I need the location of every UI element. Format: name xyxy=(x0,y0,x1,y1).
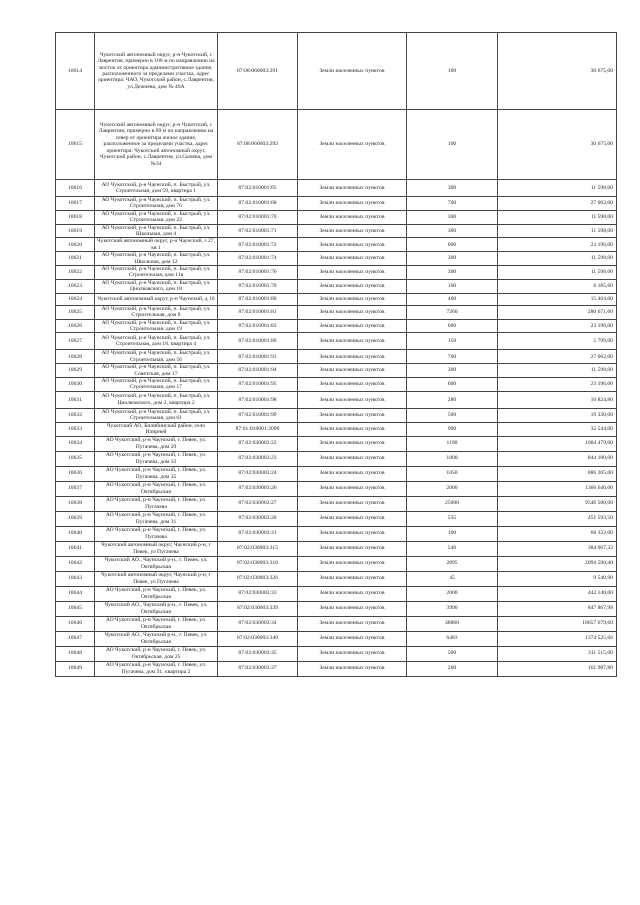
cadastral-value-cell: 11 598,00 xyxy=(498,180,617,197)
row-number: 10626 xyxy=(56,319,95,333)
cadastral-number-cell: 87:02:030003:315 xyxy=(218,541,298,556)
cadastral-number-cell: 87:02:010001:65 xyxy=(218,180,298,197)
address-cell: АО Чукотский, р-н Чаунский, г. Певек, ул. Пугачева xyxy=(95,526,218,541)
area-cell: 280 xyxy=(407,391,498,408)
row-number: 10649 xyxy=(56,661,95,676)
address-cell: АО Чукотский, р-н Чаунский, г. Певек, ул. Пугачева, дом 29 xyxy=(95,436,218,451)
address-cell: Чукотский АО, Билибинский район, село Илирней xyxy=(95,422,218,436)
cadastral-number-cell: 87:02:030003:340 xyxy=(218,631,298,646)
cadastral-number-cell: 87:01:010001:2096 xyxy=(218,422,298,436)
address-cell: АО Чукотский, р-н Чаунский, п. Быстрый, ул. Строительная, дом 18, квартира 4 xyxy=(95,333,218,350)
cadastral-number-cell: 87:02:010001:99 xyxy=(218,408,298,422)
cadastral-value-cell: 18657 679,60 xyxy=(498,616,617,631)
cadastral-value-cell: 30 675,00 xyxy=(498,110,617,180)
land-category-cell: Земли населенных пунктов xyxy=(298,364,407,378)
address-cell: Чукотский автономный округ, Чаунский р-н, г Певек, ул Пугачева xyxy=(95,541,218,556)
land-category-cell: Земли населенных пунктов xyxy=(298,33,407,110)
address-cell: АО Чукотский, р-н Чаунский, п. Быстрый, ул. Строительная, дом 76 xyxy=(95,197,218,211)
address-cell: АО Чукотский, р-н Чаунский, г. Певек, ул. Октябрьская, дом 25 xyxy=(95,646,218,661)
land-category-cell: Земли населенных пунктов xyxy=(298,408,407,422)
area-cell: 300 xyxy=(407,224,498,238)
address-cell: АО Чукотский, р-н Чаунский, п. Быстрый, ул. Строительная, дом 56 xyxy=(95,350,218,364)
row-number: 10628 xyxy=(56,350,95,364)
address-cell: АО Чукотский, р-н Чаунский, г. Певек, ул. Октябрьская xyxy=(95,616,218,631)
address-cell: АО Чукотский, р-н Чаунский, п. Быстрый, ул. Строительная, дом 17 xyxy=(95,377,218,391)
land-category-cell: Земли населенных пунктов xyxy=(298,541,407,556)
cadastral-number-cell: 87:02:010001:91 xyxy=(218,350,298,364)
address-cell: Чукотский автономный округ, р-н Чаунский, з 27, кв 1 xyxy=(95,238,218,252)
table-row xyxy=(56,279,617,293)
table-row xyxy=(56,646,617,661)
row-number: 10617 xyxy=(56,197,95,211)
cadastral-value-cell: 68 332,00 xyxy=(498,526,617,541)
table-row xyxy=(56,377,617,391)
area-cell: 160 xyxy=(407,279,498,293)
row-number: 10632 xyxy=(56,408,95,422)
table-row xyxy=(56,319,617,333)
land-category-cell: Земли населенных пунктов xyxy=(298,496,407,511)
cadastral-number-cell: 87:02:030003:37 xyxy=(218,661,298,676)
cadastral-value-cell: 311 515,00 xyxy=(498,646,617,661)
cadastral-number-cell: 87:02:030003:35 xyxy=(218,646,298,661)
area-cell: 400 xyxy=(407,293,498,305)
cadastral-value-cell: 27 062,00 xyxy=(498,350,617,364)
cadastral-value-cell: 1004 479,00 xyxy=(498,436,617,451)
cadastral-value-cell: 23 196,00 xyxy=(498,238,617,252)
address-cell: АО Чукотский, р-н Чаунский, г. Певек, ул. Октябрьская xyxy=(95,586,218,601)
row-number: 10625 xyxy=(56,305,95,319)
land-category-cell: Земли населенных пунктов xyxy=(298,631,407,646)
land-category-cell: Земли населенных пунктов xyxy=(298,110,407,180)
address-cell: Чукотский АО., Чаунский р-н., г. Певек, ул. Октябрьская xyxy=(95,556,218,571)
row-number: 10622 xyxy=(56,266,95,280)
cadastral-number-cell: 87:02:010001:68 xyxy=(218,197,298,211)
area-cell: 100 xyxy=(407,526,498,541)
area-cell: 300 xyxy=(407,364,498,378)
cadastral-value-cell: 27 062,00 xyxy=(498,197,617,211)
row-number: 10646 xyxy=(56,616,95,631)
table-row xyxy=(56,556,617,571)
land-category-cell: Земли населенных пунктов xyxy=(298,266,407,280)
address-cell: АО Чукотский, р-н Чаунский, г. Певек, ул. Пугачева, дом 31 xyxy=(95,511,218,526)
row-number: 10620 xyxy=(56,238,95,252)
address-cell: АО Чукотский, р-н Чаунский, п. Быстрый, ул. Строительная, дом 22 xyxy=(95,210,218,224)
area-cell: 100 xyxy=(407,110,498,180)
area-cell: 300 xyxy=(407,210,498,224)
area-cell: 300 xyxy=(407,180,498,197)
row-number: 10645 xyxy=(56,601,95,616)
area-cell: 600 xyxy=(407,238,498,252)
address-cell: АО Чукотский, р-н Чаунский, п. Быстрый, ул. Строительная, дом 61 xyxy=(95,408,218,422)
table-row xyxy=(56,466,617,481)
cadastral-value-cell: 9546 500,00 xyxy=(498,496,617,511)
address-cell: АО Чукотский, р-н Чаунский, г. Певек, ул. Пугачева, дом 35 xyxy=(95,466,218,481)
area-cell: 2000 xyxy=(407,481,498,496)
land-category-cell: Земли населенных пунктов xyxy=(298,601,407,616)
row-number: 10642 xyxy=(56,556,95,571)
table-row xyxy=(56,451,617,466)
address-cell: АО Чукотский, р-н Чаунский, п. Быстрый, ул. Циолковского, дом 18 xyxy=(95,279,218,293)
area-cell: 3990 xyxy=(407,601,498,616)
area-cell: 6483 xyxy=(407,631,498,646)
land-category-cell: Земли населенных пунктов xyxy=(298,252,407,266)
cadastral-number-cell: 87:02:030003:24 xyxy=(218,466,298,481)
cadastral-number-cell: 87:02:030003:22 xyxy=(218,436,298,451)
cadastral-value-cell: 844 100,00 xyxy=(498,451,617,466)
land-category-cell: Земли населенных пунктов xyxy=(298,377,407,391)
cadastral-value-cell: 847 867,98 xyxy=(498,601,617,616)
row-number: 10638 xyxy=(56,496,95,511)
land-category-cell: Земли населенных пунктов xyxy=(298,210,407,224)
cadastral-value-cell: 11 598,00 xyxy=(498,210,617,224)
row-number: 10635 xyxy=(56,451,95,466)
cadastral-value-cell: 442 140,00 xyxy=(498,586,617,601)
cadastral-number-cell: 87:02:010001:95 xyxy=(218,377,298,391)
cadastral-number-cell: 87:02:010001:81 xyxy=(218,305,298,319)
row-number: 10624 xyxy=(56,293,95,305)
land-category-cell: Земли населенных пунктов xyxy=(298,279,407,293)
land-category-cell: Земли населенных пунктов xyxy=(298,526,407,541)
address-cell: АО Чукотский, р-н Чаунский, г. Певек, ул. Октябрьская xyxy=(95,481,218,496)
cadastral-value-cell: 10 824,80 xyxy=(498,391,617,408)
table-row xyxy=(56,266,617,280)
table-row xyxy=(56,586,617,601)
area-cell: 25000 xyxy=(407,496,498,511)
cadastral-number-cell: 87:02:030003:28 xyxy=(218,511,298,526)
land-category-cell: Земли населенных пунктов xyxy=(298,350,407,364)
cadastral-value-cell: 32 544,00 xyxy=(498,422,617,436)
area-cell: 45 xyxy=(407,571,498,586)
row-number: 10616 xyxy=(56,180,95,197)
table-row xyxy=(56,526,617,541)
area-cell: 600 xyxy=(407,319,498,333)
address-cell: АО Чукотский, р-н Чаунский, г. Певек, ул. Пугачева, дом 33 xyxy=(95,451,218,466)
land-category-cell: Земли населенных пунктов xyxy=(298,571,407,586)
cadastral-value-cell: 1366 640,00 xyxy=(498,481,617,496)
row-number: 10641 xyxy=(56,541,95,556)
row-number: 10640 xyxy=(56,526,95,541)
row-number: 10648 xyxy=(56,646,95,661)
area-cell: 546 xyxy=(407,541,498,556)
table-row xyxy=(56,571,617,586)
area-cell: 700 xyxy=(407,197,498,211)
table-row xyxy=(56,238,617,252)
cadastral-number-cell: 87:02:010001:78 xyxy=(218,279,298,293)
address-cell: Чукотский АО., Чаунский р-н., г. Певек, ул. Октябрьская xyxy=(95,601,218,616)
address-cell: АО Чукотский, р-н Чаунский, п. Быстрый, ул. Школьная, дом 12 xyxy=(95,252,218,266)
cadastral-number-cell: 87:02:010001:80 xyxy=(218,293,298,305)
land-category-cell: Земли населенных пунктов xyxy=(298,319,407,333)
row-number: 10627 xyxy=(56,333,95,350)
cadastral-value-cell: 11 598,00 xyxy=(498,266,617,280)
land-category-cell: Земли населенных пунктов xyxy=(298,224,407,238)
cadastral-value-cell: 11 598,00 xyxy=(498,224,617,238)
cadastral-number-cell: 87:02:030003:33 xyxy=(218,586,298,601)
area-cell: 500 xyxy=(407,646,498,661)
table-row xyxy=(56,224,617,238)
cadastral-table xyxy=(55,32,617,677)
land-category-cell: Земли населенных пунктов xyxy=(298,333,407,350)
cadastral-value-cell: 23 196,00 xyxy=(498,377,617,391)
table-row xyxy=(56,408,617,422)
table-row xyxy=(56,661,617,676)
address-cell: АО Чукотский, р-н Чаунский, п. Быстрый, ул. Советская, дом 17 xyxy=(95,364,218,378)
area-cell: 535 xyxy=(407,511,498,526)
table-row xyxy=(56,333,617,350)
table-row xyxy=(56,293,617,305)
cadastral-value-cell: 19 330,00 xyxy=(498,408,617,422)
cadastral-number-cell: 87:02:010001:94 xyxy=(218,364,298,378)
land-category-cell: Земли населенных пунктов xyxy=(298,481,407,496)
table-row xyxy=(56,436,617,451)
address-cell: АО Чукотский, р-н Чаунский, п. Быстрый, ул. Школьная, дом 4 xyxy=(95,224,218,238)
land-category-cell: Земли населенных пунктов xyxy=(298,238,407,252)
row-number: 10614 xyxy=(56,33,95,110)
cadastral-number-cell: 87:02:010001:83 xyxy=(218,319,298,333)
land-category-cell: Земли населенных пунктов xyxy=(298,556,407,571)
cadastral-number-cell: 87:02:010001:70 xyxy=(218,210,298,224)
area-cell: 7260 xyxy=(407,305,498,319)
land-category-cell: Земли населенных пунктов xyxy=(298,616,407,631)
row-number: 10643 xyxy=(56,571,95,586)
table-row xyxy=(56,631,617,646)
cadastral-number-cell: 87:02:030003:27 xyxy=(218,496,298,511)
area-cell: 300 xyxy=(407,266,498,280)
address-cell: Чукотский автономный округ, р-н Чаунский, д 10 xyxy=(95,293,218,305)
cadastral-value-cell: 30 675,00 xyxy=(498,33,617,110)
cadastral-number-cell: 87:02:030003:339 xyxy=(218,601,298,616)
cadastral-value-cell: 11 598,00 xyxy=(498,364,617,378)
area-cell: 500 xyxy=(407,408,498,422)
area-cell: 2000 xyxy=(407,586,498,601)
table-row xyxy=(56,391,617,408)
row-number: 10615 xyxy=(56,110,95,180)
area-cell: 1050 xyxy=(407,466,498,481)
cadastral-number-cell: 87:08:060003:291 xyxy=(218,33,298,110)
cadastral-number-cell: 87:02:030003:26 xyxy=(218,481,298,496)
land-category-cell: Земли населенных пунктов xyxy=(298,661,407,676)
area-cell: 260 xyxy=(407,661,498,676)
address-cell: АО Чукотский, р-н Чаунский, п. Быстрый, ул. Строительная, дом 59, квартира 1 xyxy=(95,180,218,197)
row-number: 10634 xyxy=(56,436,95,451)
address-cell: Чукотский автономный округ, р-н Чукотский, с Лаврентия, примерно в 69 м по направлению на север от ориентира жилое здание, расположенное за пределами участка, адрес ориентира: Чукотский автономный округ, Чукотский район, с.Лаврентия, ул.Сычева, дом №34 xyxy=(95,110,218,180)
table-row xyxy=(56,252,617,266)
address-cell: Чукотский автономный округ, р-н Чукотский, с Лаврентия, примерно в 100 м по направлению на восток от ориентира административное здание, расположенного за пределами участка, адрес ориентира: ЧАО, Чукотский район, с.Лаврентия, ул.Дежнева, дом № 40А xyxy=(95,33,218,110)
cadastral-number-cell: 87:02:030003:31 xyxy=(218,526,298,541)
land-category-cell: Земли населенных пунктов xyxy=(298,197,407,211)
area-cell: 900 xyxy=(407,422,498,436)
table-row xyxy=(56,616,617,631)
address-cell: АО Чукотский, р-н Чаунский, п. Быстрый, ул. Строительная, дом 19 xyxy=(95,319,218,333)
area-cell: 1190 xyxy=(407,436,498,451)
address-cell: АО Чукотский, р-н Чаунский, п. Быстрый, ул. Строительная, дом 11в xyxy=(95,266,218,280)
table-row xyxy=(56,180,617,197)
table-row xyxy=(56,481,617,496)
land-category-cell: Земли населенных пунктов xyxy=(298,466,407,481)
row-number: 10623 xyxy=(56,279,95,293)
row-number: 10636 xyxy=(56,466,95,481)
row-number: 10630 xyxy=(56,377,95,391)
land-category-cell: Земли населенных пунктов xyxy=(298,422,407,436)
cadastral-value-cell: 5 799,00 xyxy=(498,333,617,350)
cadastral-number-cell: 87:02:030003:23 xyxy=(218,451,298,466)
cadastral-value-cell: 6 185,60 xyxy=(498,279,617,293)
area-cell: 150 xyxy=(407,333,498,350)
land-category-cell: Земли населенных пунктов xyxy=(298,586,407,601)
address-cell: АО Чукотский, р-н Чаунский, п. Быстрый, ул. Строительная, дом 8 xyxy=(95,305,218,319)
area-cell: 700 xyxy=(407,350,498,364)
row-number: 10637 xyxy=(56,481,95,496)
table-row xyxy=(56,511,617,526)
table-row xyxy=(56,496,617,511)
table-row xyxy=(56,541,617,556)
address-cell: АО Чукотский, р-н Чаунский, г. Певек, ул. Пугачева xyxy=(95,496,218,511)
table-row xyxy=(56,422,617,436)
cadastral-value-cell: 451 593,50 xyxy=(498,511,617,526)
land-category-cell: Земли населенных пунктов xyxy=(298,511,407,526)
address-cell: Чукотский автономный округ, Чаунский р-н, г Певек, ул Пугачева xyxy=(95,571,218,586)
row-number: 10639 xyxy=(56,511,95,526)
cadastral-number-cell: 87:02:010001:72 xyxy=(218,238,298,252)
land-category-cell: Земли населенных пунктов xyxy=(298,391,407,408)
cadastral-number-cell: 87:08:060003:292 xyxy=(218,110,298,180)
row-number: 10647 xyxy=(56,631,95,646)
area-cell: 1000 xyxy=(407,451,498,466)
area-cell: 600 xyxy=(407,377,498,391)
cadastral-number-cell: 87:02:010001:86 xyxy=(218,333,298,350)
row-number: 10644 xyxy=(56,586,95,601)
row-number: 10633 xyxy=(56,422,95,436)
table-row xyxy=(56,197,617,211)
address-cell: Чукотский АО., Чаунский р-н., г. Певек, ул. Октябрьская xyxy=(95,631,218,646)
cadastral-number-cell: 87:02:010001:98 xyxy=(218,391,298,408)
cadastral-value-cell: 15 464,00 xyxy=(498,293,617,305)
table-row xyxy=(56,364,617,378)
row-number: 10618 xyxy=(56,210,95,224)
cadastral-value-cell: 280 671,60 xyxy=(498,305,617,319)
table-row xyxy=(56,110,617,180)
table-row xyxy=(56,33,617,110)
cadastral-value-cell: 11 598,00 xyxy=(498,252,617,266)
area-cell: 300 xyxy=(407,252,498,266)
area-cell: 48860 xyxy=(407,616,498,631)
cadastral-number-cell: 87:02:030003:34 xyxy=(218,616,298,631)
table-row xyxy=(56,601,617,616)
land-category-cell: Земли населенных пунктов xyxy=(298,451,407,466)
row-number: 10619 xyxy=(56,224,95,238)
row-number: 10631 xyxy=(56,391,95,408)
cadastral-number-cell: 87:02:030003:316 xyxy=(218,556,298,571)
cadastral-value-cell: 23 196,00 xyxy=(498,319,617,333)
cadastral-number-cell: 87:02:010001:76 xyxy=(218,266,298,280)
land-category-cell: Земли населенных пунктов xyxy=(298,436,407,451)
land-category-cell: Земли населенных пунктов xyxy=(298,180,407,197)
cadastral-value-cell: 9 540,90 xyxy=(498,571,617,586)
area-cell: 2895 xyxy=(407,556,498,571)
area-cell: 100 xyxy=(407,33,498,110)
cadastral-value-cell: 1374 525,66 xyxy=(498,631,617,646)
address-cell: АО Чукотский, р-н Чаунский, г. Певек, ул. Пугачева, дом 31, квартира 2 xyxy=(95,661,218,676)
table-row xyxy=(56,305,617,319)
cadastral-value-cell: 384 067,32 xyxy=(498,541,617,556)
cadastral-value-cell: 161 987,80 xyxy=(498,661,617,676)
row-number: 10629 xyxy=(56,364,95,378)
table-body xyxy=(56,33,617,677)
row-number: 10621 xyxy=(56,252,95,266)
cadastral-number-cell: 87:02:010001:71 xyxy=(218,224,298,238)
cadastral-number-cell: 87:02:010001:74 xyxy=(218,252,298,266)
cadastral-value-cell: 2094 590,40 xyxy=(498,556,617,571)
land-category-cell: Земли населенных пунктов xyxy=(298,305,407,319)
land-category-cell: Земли населенных пунктов xyxy=(298,293,407,305)
table-row xyxy=(56,350,617,364)
address-cell: АО Чукотский, р-н Чаунский, п. Быстрый, ул. Циолковского, дом 2, квартира 2 xyxy=(95,391,218,408)
table-row xyxy=(56,210,617,224)
land-category-cell: Земли населенных пунктов xyxy=(298,646,407,661)
cadastral-value-cell: 886 305,00 xyxy=(498,466,617,481)
cadastral-number-cell: 87:02:030003:326 xyxy=(218,571,298,586)
